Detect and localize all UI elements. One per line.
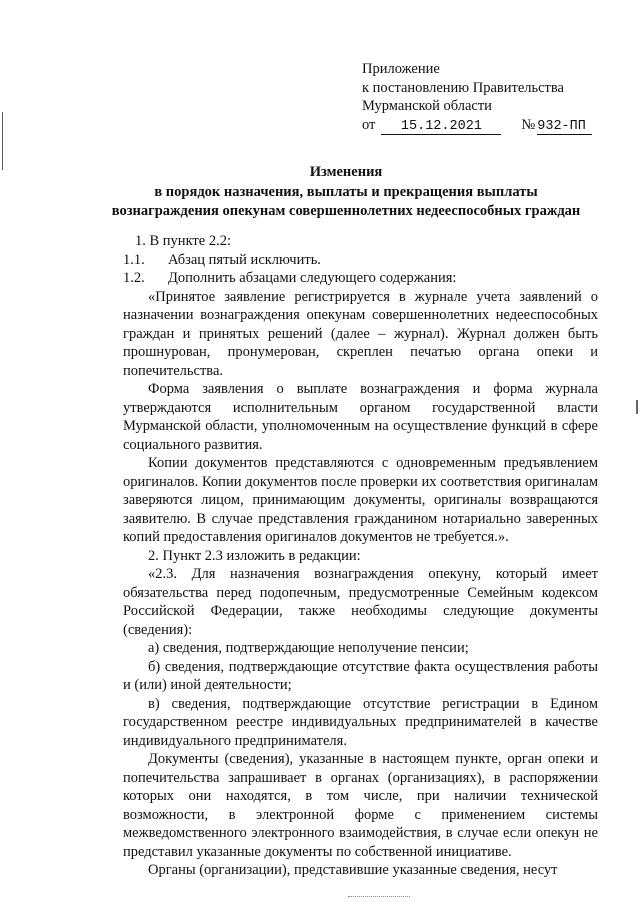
number-sign: №	[521, 116, 536, 133]
appendix-line-1: Приложение	[362, 61, 440, 77]
appendix-header	[362, 60, 612, 135]
item-1-1-text: Абзац пятый исключить.	[168, 251, 321, 268]
title-line-3: вознаграждения опекунам совершеннолетних недееспособных граждан	[111, 203, 581, 219]
item-1-2-number: 1.2.	[123, 270, 145, 286]
paragraph-2-3: «2.3. Для назначения вознаграждения опекуну, который имеет обязательства перед подопечным, предусмотренные Семейным кодексом Российской Федерации, также необходимы следующие документы (сведения):	[123, 566, 598, 638]
item-1: 1. В пункте 2.2:	[135, 233, 231, 249]
item-1-2-text: Дополнить абзацами следующего содержания:	[168, 270, 457, 286]
resolution-number: 932-ПП	[537, 119, 592, 135]
resolution-date: 15.12.2021	[381, 119, 501, 135]
list-item-a: а) сведения, подтверждающие неполучение пенсии;	[148, 640, 469, 656]
appendix-line-3: Мурманской области	[362, 98, 492, 114]
resolution-details	[362, 116, 612, 135]
item-1-1	[123, 251, 598, 270]
scan-edge-mark	[636, 400, 638, 414]
item-1-1-number: 1.1.	[123, 251, 145, 268]
paragraph-journal: «Принятое заявление регистрируется в журнале учета заявлений о назначении вознаграждения опекунам совершеннолетних недееспособных граждан и принятых решений (далее – журнал). Журнал должен быть прошнурован, пронумерован, скреплен печатью органа опеки и попечительства.	[123, 288, 598, 379]
item-2: 2. Пункт 2.3 изложить в редакции:	[148, 547, 361, 564]
appendix-line-2: к постановлению Правительства	[362, 79, 564, 96]
title-line-1: Изменения	[309, 164, 383, 180]
document-body	[123, 232, 598, 880]
paragraph-requests: Документы (сведения), указанные в настоящем пункте, орган опеки и попечительства запрашивает в органах (организациях), в распоряжении которых они находятся, в том числе, при наличии технической возможности, в электронной форме с применением системы межведомственного электронного взаимодействия, в случае если опекун не представил указанные документы по собственной инициативе.	[123, 751, 598, 860]
scan-margin-mark	[2, 112, 3, 170]
list-item-b: б) сведения, подтверждающие отсутствие факта осуществления работы и (или) иной деятельности;	[123, 658, 598, 693]
paragraph-forms: Форма заявления о выплате вознаграждения и форма журнала утверждаются исполнительным органом государственной власти Мурманской области, уполномоченным на осуществление функций в сфере социального развития.	[123, 381, 598, 453]
title-line-2: в порядок назначения, выплаты и прекращения выплаты	[154, 183, 538, 200]
paragraph-copies: Копии документов представляются с одновременным предъявлением оригиналов. Копии документов после проверки их соответствия оригиналам заверяются лицом, принимающим документы, оригиналы возвращаются заявителю. В случае представления гражданином нотариально заверенных копий предоставления оригиналов документов не требуется.».	[123, 455, 598, 545]
item-1-2	[123, 269, 598, 288]
list-item-v: в) сведения, подтверждающие отсутствие регистрации в Едином государственном реестре индивидуальных предпринимателей в качестве индивидуального предпринимателя.	[123, 695, 598, 749]
document-title	[92, 163, 600, 222]
date-prefix: от	[362, 116, 376, 133]
scan-bottom-mark	[348, 896, 410, 898]
paragraph-organizations: Органы (организации), представившие указанные сведения, несут	[148, 862, 558, 878]
